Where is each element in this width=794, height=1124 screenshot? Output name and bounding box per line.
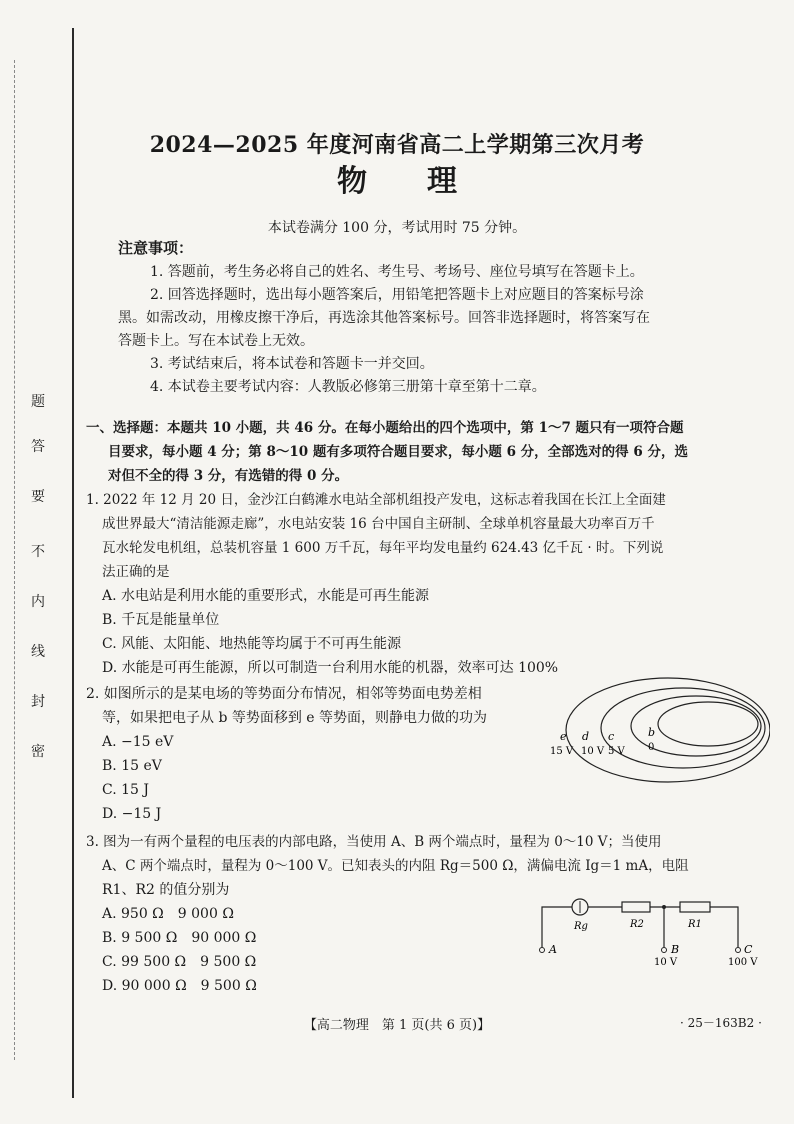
label-b: B — [671, 943, 680, 956]
subject-title: 物理 — [337, 164, 517, 199]
q1-option-b: B. 千瓦是能量单位 — [102, 612, 220, 628]
q3-stem: 3. 图为一有两个量程的电压表的内部电路，当使用 A、B 两个端点时，量程为 0～10 V；当使用 — [86, 834, 662, 850]
label-r1: R1 — [688, 919, 702, 930]
notice-line: 2. 回答选择题时，选出每小题答案后，用铅笔把答题卡上对应题目的答案标号涂 — [150, 287, 644, 303]
q2-option-a: A. −15 eV — [102, 734, 174, 750]
label-rg: Rg — [574, 921, 588, 932]
range-c: 100 V — [728, 957, 758, 968]
notice-line: 4. 本试卷主要考试内容：人教版必修第三册第十章至第十二章。 — [150, 379, 546, 395]
q2-option-b: B. 15 eV — [102, 758, 162, 774]
q3-option-a: A. 950 Ω 9 000 Ω — [102, 906, 234, 922]
wire-left — [542, 907, 572, 947]
q2-option-c: C. 15 J — [102, 782, 149, 798]
q3-stem: R1、R2 的值分别为 — [102, 882, 230, 898]
label-e: e — [560, 730, 567, 743]
value-d: 10 V — [581, 746, 605, 757]
notice-title: 注意事项： — [118, 239, 194, 257]
q3-option-b: B. 9 500 Ω 90 000 Ω — [102, 930, 257, 946]
margin-char: 内 — [31, 594, 45, 610]
q1-stem: 1. 2022 年 12 月 20 日，金沙江白鹤滩水电站全部机组投产发电，这标志着我国在长江上全面建 — [86, 492, 666, 508]
section-heading: 目要求，每小题 4 分；第 8～10 题有多项符合题目要求，每小题 6 分，全部选对的得 6 分，选 — [108, 444, 688, 460]
value-b: 0 — [648, 742, 655, 753]
section-heading: 对但不全的得 3 分，有选错的得 0 分。 — [108, 468, 349, 484]
q3-stem: A、C 两个端点时，量程为 0～100 V。已知表头的内阻 Rg＝500 Ω，满偏电流 Ig＝1 mA，电阻 — [102, 858, 689, 874]
q1-stem: 法正确的是 — [102, 564, 170, 580]
terminal-a — [540, 948, 545, 953]
equipotential-e — [566, 678, 770, 782]
notice-line: 3. 考试结束后，将本试卷和答题卡一并交回。 — [150, 356, 434, 372]
label-c: c — [608, 730, 615, 743]
voltmeter-circuit — [530, 895, 770, 970]
margin-char: 线 — [31, 644, 45, 660]
resistor-r1 — [680, 902, 710, 912]
label-r2: R2 — [630, 919, 644, 930]
wire-right — [710, 907, 738, 947]
notice-line: 1. 答题前，考生务必将自己的姓名、考生号、考场号、座位号填写在答题卡上。 — [150, 264, 644, 280]
label-b: b — [648, 726, 656, 739]
notice-line: 答题卡上。写在本试卷上无效。 — [118, 333, 314, 349]
page-footer: 【高二物理 第 1 页(共 6 页)】 — [303, 1018, 491, 1033]
label-d: d — [582, 730, 590, 743]
notice-line: 黑。如需改动，用橡皮擦干净后，再选涂其他答案标号。回答非选择题时，将答案写在 — [118, 310, 650, 326]
terminal-c — [736, 948, 741, 953]
q3-option-c: C. 99 500 Ω 9 500 Ω — [102, 954, 257, 970]
equipotential-b — [658, 702, 758, 746]
equipotential-figure — [548, 676, 770, 790]
exam-title: 2024—2025 年度河南省高二上学期第三次月考 — [149, 132, 645, 158]
label-c: C — [744, 943, 753, 956]
q2-stem: 等，如果把电子从 b 等势面移到 e 等势面，则静电力做的功为 — [102, 710, 488, 726]
q2-stem: 2. 如图所示的是某电场的等势面分布情况，相邻等势面电势差相 — [86, 686, 482, 702]
value-c: 5 V — [608, 746, 625, 757]
q1-option-d: D. 水能是可再生能源，所以可制造一台利用水能的机器，效率可达 100% — [102, 660, 559, 676]
label-a: A — [549, 943, 557, 956]
terminal-b — [662, 948, 667, 953]
q3-option-d: D. 90 000 Ω 9 500 Ω — [102, 978, 257, 994]
margin-char: 不 — [31, 544, 45, 560]
range-b: 10 V — [654, 957, 678, 968]
resistor-r2 — [622, 902, 650, 912]
margin-char: 封 — [31, 694, 45, 710]
margin-char: 密 — [31, 744, 45, 760]
margin-char: 答 — [31, 439, 45, 455]
q1-stem: 成世界最大“清洁能源走廊”，水电站安装 16 台中国自主研制、全球单机容量最大功率百万千 — [102, 516, 655, 532]
value-e: 15 V — [550, 746, 574, 757]
q1-option-c: C. 风能、太阳能、地热能等均属于不可再生能源 — [102, 636, 402, 652]
margin-char: 题 — [31, 394, 45, 410]
exam-info: 本试卷满分 100 分，考试用时 75 分钟。 — [267, 220, 527, 236]
q2-option-d: D. −15 J — [102, 806, 162, 822]
cut-line — [14, 60, 16, 1060]
q1-option-a: A. 水电站是利用水能的重要形式，水能是可再生能源 — [102, 588, 430, 604]
q1-stem: 瓦水轮发电机组，总装机容量 1 600 万千瓦，每年平均发电量约 624.43 亿千瓦 · 时。下列说 — [102, 540, 664, 556]
section-heading: 一、选择题：本题共 10 小题，共 46 分。在每小题给出的四个选项中，第 1～7 题只有一项符合题 — [86, 420, 684, 436]
paper-code: · 25－163B2 · — [680, 1016, 762, 1030]
margin-char: 要 — [31, 489, 45, 505]
